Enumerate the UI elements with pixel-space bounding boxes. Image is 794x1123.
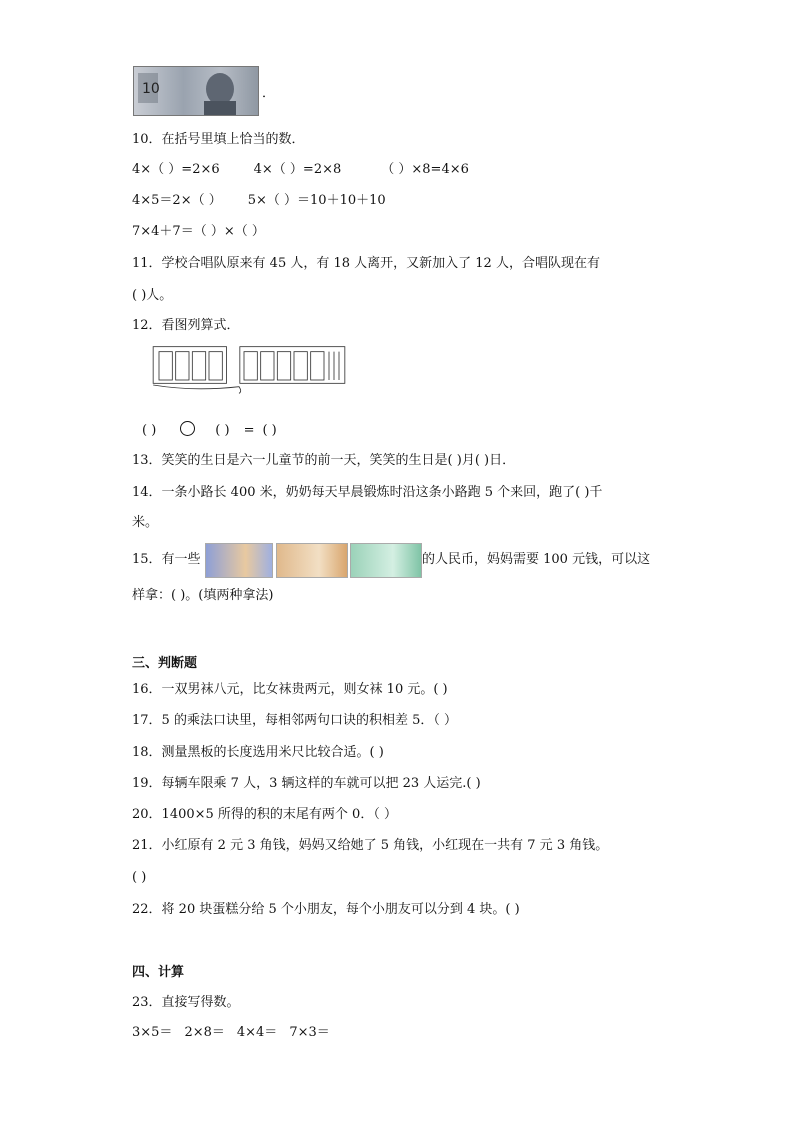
- twenty-yuan-note-icon: [276, 543, 348, 578]
- q14-line1: 14．一条小路长 400 米，奶奶每天早晨锻炼时沿这条小路跑 5 个来回，跑了( )千: [132, 485, 603, 500]
- q12-equals: =: [243, 423, 255, 438]
- q22: 22．将 20 块蛋糕分给 5 个小朋友，每个小朋友可以分到 4 块。( ): [132, 902, 520, 917]
- q21-blank: ( ): [132, 870, 147, 885]
- section-judgment-heading: 三、判断题: [132, 656, 198, 671]
- q11-line2: ( )人。: [132, 288, 173, 303]
- fifty-yuan-note-icon: [350, 543, 422, 578]
- q10-eq-4: 4×5＝2×（ ）: [132, 193, 222, 208]
- q14-line2: 米。: [132, 515, 159, 530]
- svg-text:10: 10: [142, 81, 160, 97]
- q23-item-3: 4×4＝: [236, 1025, 278, 1040]
- q10-row3: 7×4＋7＝（ ）×（ ）: [132, 224, 265, 239]
- q10-row1: [132, 162, 469, 178]
- q12-blank-3: ( ): [262, 423, 277, 438]
- q15-post: 的人民币，妈妈需要 100 元钱，可以这: [422, 552, 651, 567]
- q17: 17．5 的乘法口诀里，每相邻两句口诀的积相差 5．（ ）: [132, 713, 457, 728]
- q11-line1: 11．学校合唱队原来有 45 人，有 18 人离开，又新加入了 12 人，合唱队现在有: [132, 256, 600, 271]
- q12-blank-2: ( ): [215, 423, 230, 438]
- q9-period: ．: [262, 86, 276, 101]
- q13: 13．笑笑的生日是六一儿童节的前一天，笑笑的生日是( )月( )日．: [132, 453, 516, 468]
- q23-item-4: 7×3＝: [289, 1025, 330, 1040]
- q16: 16．一双男袜八元，比女袜贵两元，则女袜 10 元。( ): [132, 682, 448, 697]
- q10-row2: [132, 193, 386, 209]
- q20: 20．1400×5 所得的积的末尾有两个 0．（ ）: [132, 807, 397, 822]
- q21: 21．小红原有 2 元 3 角钱，妈妈又给她了 5 角钱，小红现在一共有 7 元 3 角钱。: [132, 838, 609, 853]
- q12-blank-1: ( ): [142, 423, 157, 438]
- q23-item-2: 2×8＝: [184, 1025, 225, 1040]
- q12-title: 12．看图列算式．: [132, 318, 240, 333]
- q12-expression: [142, 421, 277, 439]
- q15-line2: 样拿：( )。(填两种拿法): [132, 588, 274, 603]
- q10-eq-1: 4×（ ）=2×6: [132, 162, 220, 177]
- q23-title: 23．直接写得数。: [132, 995, 240, 1010]
- q10-eq-5: 5×（ ）＝10＋10＋10: [247, 193, 386, 208]
- section-calculation-heading: 四、计算: [132, 965, 185, 980]
- pencil-bundles-image: [133, 345, 365, 395]
- q18: 18．测量黑板的长度选用米尺比较合适。( ): [132, 745, 384, 760]
- q10-title: 10．在括号里填上恰当的数．: [132, 132, 305, 147]
- ten-yuan-note-icon: [205, 543, 273, 578]
- q23-item-1: 3×5＝: [132, 1025, 173, 1040]
- operator-circle-icon: [180, 421, 195, 436]
- ten-yuan-banknote-image: [133, 66, 259, 116]
- q10-eq-2: 4×（ ）=2×8: [253, 162, 342, 177]
- q15-pre: 15．有一些: [132, 552, 201, 567]
- q10-eq-3: （ ）×8=4×6: [381, 162, 469, 177]
- q23-items: [132, 1025, 330, 1041]
- q19: 19．每辆车限乘 7 人，3 辆这样的车就可以把 23 人运完.( ): [132, 776, 481, 791]
